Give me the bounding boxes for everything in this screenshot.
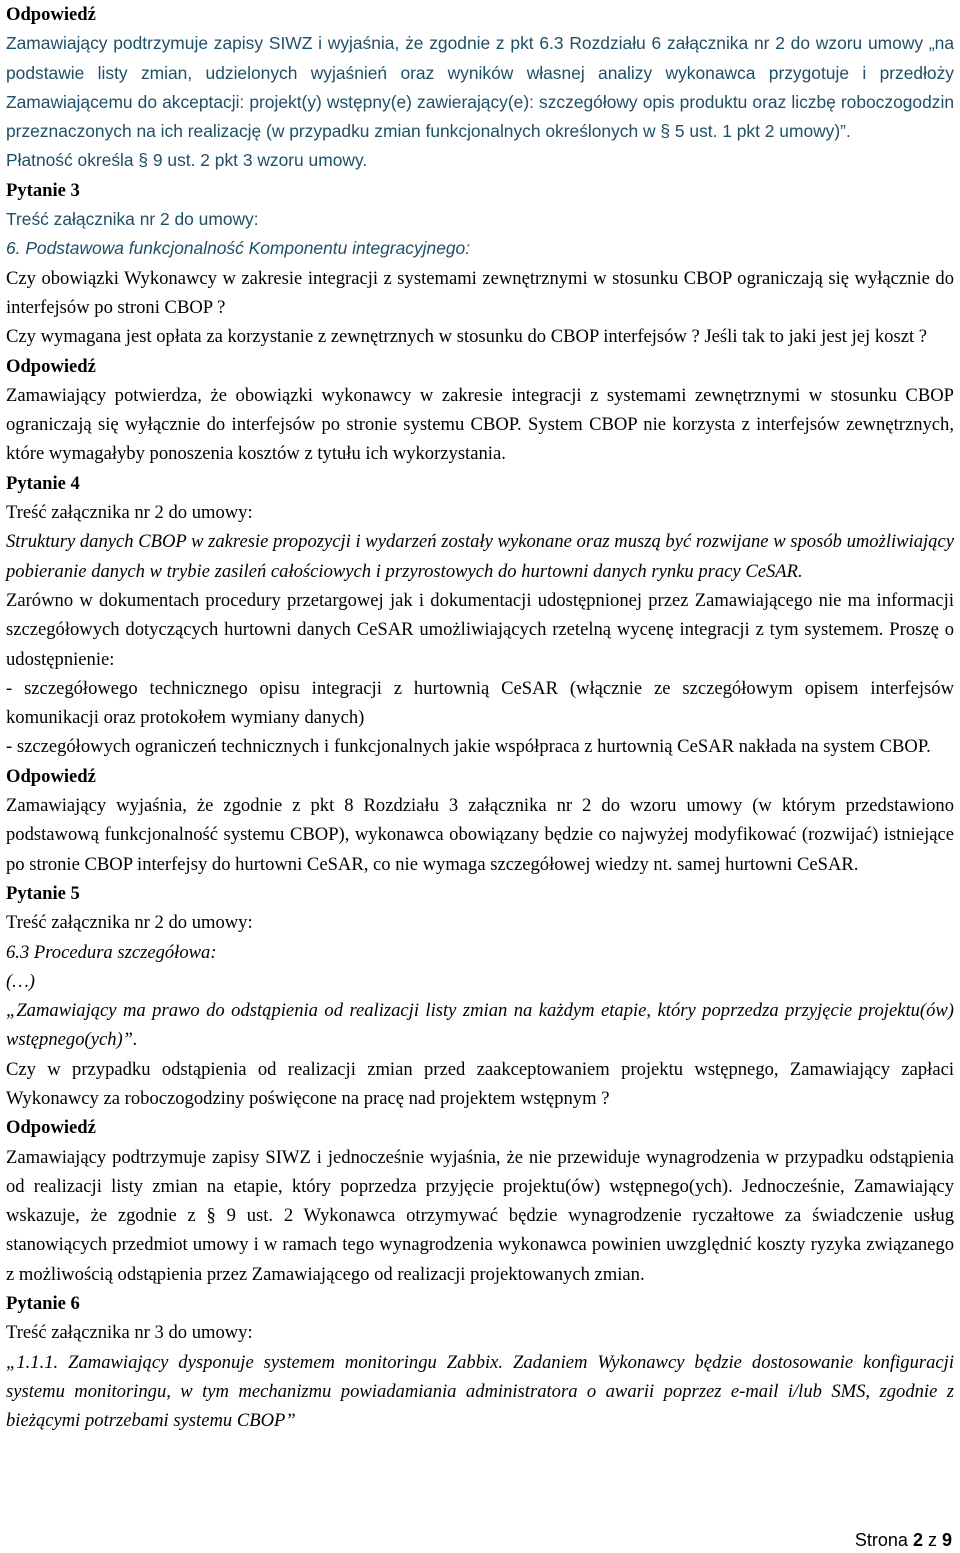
question-bullet-4a: - szczegółowego technicznego opisu integracji z hurtownią CeSAR (włącznie ze szczegółowym opisem interfejsów komunikacji oraz protokołem wymiany danych) [6, 677, 954, 729]
current-page-number: 2 [912, 1530, 923, 1550]
page-label: Strona [854, 1530, 908, 1550]
quoted-text-4: Struktury danych CBOP w zakresie propozycji i wydarzeń zostały wykonane oraz muszą być rozwijane w sposób umożliwiający pobieranie danych w trybie zasileń całościowych i przyrostowych do hurtowni danych rynku pracy CeSAR. [6, 531, 954, 582]
question-bullet-4b: - szczegółowych ograniczeń technicznych i funkcjonalnych jakie współpraca z hurtownią CeSAR nakłada na system CBOP. [6, 736, 931, 758]
quoted-section-title-3: 6. Podstawowa funkcjonalność Komponentu integracyjnego: [6, 238, 471, 259]
document-page [6, 0, 954, 1436]
question-paragraph-3b: Czy wymagana jest opłata za korzystanie z zewnętrznych w stosunku do CBOP interfejsów ? Jeśli tak to jaki jest jej koszt ? [6, 326, 928, 348]
answer-heading-1: Odpowiedź [6, 4, 96, 25]
question-paragraph-3a: Czy obowiązki Wykonawcy w zakresie integracji z systemami zewnętrznymi w stosunku CBOP ograniczają się wyłącznie do interfejsów po stroni CBOP ? [6, 267, 954, 318]
quoted-ellipsis-5: (…) [6, 970, 35, 992]
answer-paragraph-4: Zamawiający wyjaśnia, że zgodnie z pkt 8 Rozdziału 3 załącznika nr 2 do wzoru umowy (w którym przedstawiono podstawową funkcjonalność systemu CBOP), wykonawca obowiązany będzie co najwyżej modyfikować (rozwijać) istniejące po stronie CBOP interfejsy do hurtowni CeSAR, co nie wymaga szczegółowej wiedzy nt. samej hurtowni CeSAR. [6, 795, 954, 875]
attachment-label-5: Treść załącznika nr 2 do umowy: [6, 912, 253, 934]
answer-heading-3: Odpowiedź [6, 355, 96, 377]
question-heading-6: Pytanie 6 [6, 1293, 80, 1315]
question-heading-3: Pytanie 3 [6, 179, 80, 201]
question-paragraph-4: Zarówno w dokumentach procedury przetargowej jak i dokumentacji udostępnionej przez Zamawiającego nie ma informacji szczegółowych dotyczących hurtowni danych CeSAR umożliwiających rzetelną wycenę integracji z tym systemem. Proszę o udostępnienie: [6, 589, 954, 670]
question-heading-5: Pytanie 5 [6, 882, 80, 904]
total-pages-number: 9 [941, 1530, 952, 1550]
page-of-label: z [927, 1530, 937, 1550]
question-heading-4: Pytanie 4 [6, 472, 80, 494]
question-paragraph-5: Czy w przypadku odstąpienia od realizacji zmian przed zaakceptowaniem projektu wstępnego, Zamawiający zapłaci Wykonawcy za roboczogodziny poświęcone na pracę nad projektem wstępnym ? [6, 1058, 954, 1109]
quoted-text-6: „1.1.1. Zamawiający dysponuje systemem monitoringu Zabbix. Zadaniem Wykonawcy będzie dostosowanie konfiguracji systemu monitoringu, w tym mechanizmu powiadamiania administratora o awarii poprzez e-mail i/lub SMS, zgodnie z bieżącymi potrzebami systemu CBOP” [6, 1351, 954, 1432]
answer-heading-4: Odpowiedź [6, 765, 96, 787]
answer-heading-5: Odpowiedź [6, 1117, 96, 1139]
quoted-section-title-5: 6.3 Procedura szczegółowa: [6, 941, 217, 963]
quoted-text-5: „Zamawiający ma prawo do odstąpienia od realizacji listy zmian na każdym etapie, który poprzedza przyjęcie projektu(ów) wstępnego(ych)”. [6, 1000, 954, 1051]
answer-paragraph-5: Zamawiający podtrzymuje zapisy SIWZ i jednocześnie wyjaśnia, że nie przewiduje wynagrodzenia w przypadku odstąpienia od realizacji listy zmian na etapie, który poprzedza przyjęcie projektu(ów) wstępnego(ych). Jednocześnie, Zamawiający wskazuje, że zgodnie z § 9 ust. 2 Wykonawca otrzymywać będzie wynagrodzenie ryczałtowe za świadczenie usług stanowiących przedmiot umowy i w ramach tego wynagrodzenia wykonawca powinien uwzględnić koszty ryzyka związanego z możliwością odstąpienia przez Zamawiającego od realizacji projektowanych zmian. [6, 1146, 954, 1285]
attachment-label-4: Treść załącznika nr 2 do umowy: [6, 502, 253, 524]
payment-note: Płatność określa § 9 ust. 2 pkt 3 wzoru umowy. [6, 150, 368, 171]
answer-paragraph-3: Zamawiający potwierdza, że obowiązki wykonawcy w zakresie integracji z systemami zewnętrznymi w stosunku CBOP ograniczają się wyłącznie do interfejsów po stronie systemu CBOP. System CBOP nie korzysta z interfejsów zewnętrznych, które wymagałyby ponoszenia kosztów z tytułu ich wykorzystania. [6, 384, 954, 465]
attachment-label-6: Treść załącznika nr 3 do umowy: [6, 1322, 253, 1344]
attachment-label-3: Treść załącznika nr 2 do umowy: [6, 209, 259, 230]
answer-paragraph-1: Zamawiający podtrzymuje zapisy SIWZ i wyjaśnia, że zgodnie z pkt 6.3 Rozdziału 6 załącznika nr 2 do wzoru umowy „na podstawie listy zmian, udzielonych wyjaśnień oraz wyników własnej analizy wykonawca przygotuje i przedłoży Zamawiającemu do akceptacji: projekt(y) wstępny(e) zawierający(e): szczegółowy opis produktu oraz liczbę roboczogodzin przeznaczonych na ich realizację (w przypadku zmian funkcjonalnych określonych w § 5 ust. 1 pkt 2 umowy)”. [6, 33, 954, 142]
page-number-footer [855, 1530, 952, 1551]
